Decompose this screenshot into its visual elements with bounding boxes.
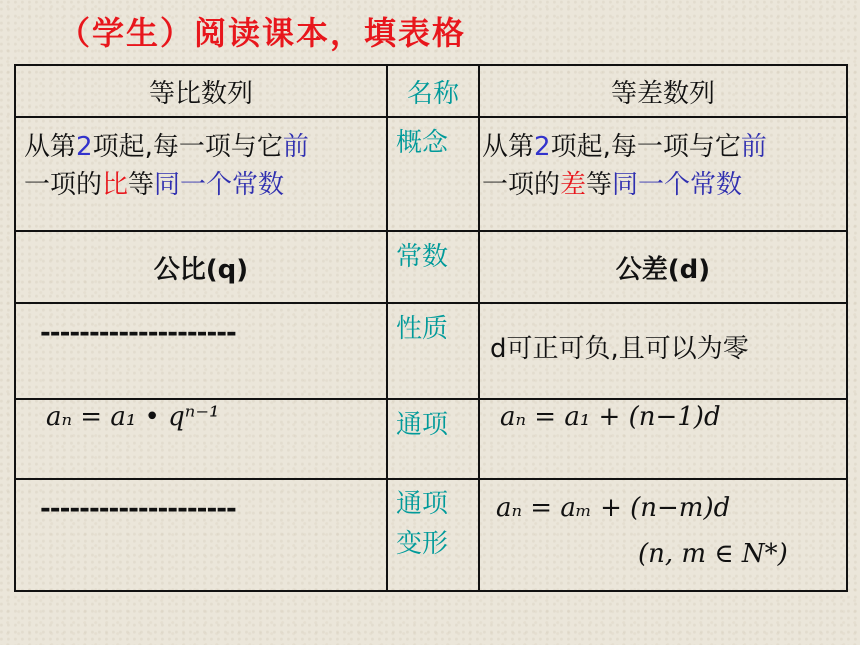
geo-concept-front: 前 [282,132,309,162]
ari-concept-text-3: 一项的 [482,170,561,200]
general-term-variant-row [15,479,847,591]
label-variant-line1: 通项 [396,489,449,519]
constant-row [15,231,847,303]
label-constant: 常数 [387,231,479,303]
arithmetic-constant: 公差(d) [479,231,847,303]
arithmetic-general-term: aₙ = a₁ + (n−1)d [479,399,847,479]
ari-concept-front: 前 [740,132,767,162]
label-variant-line2: 变形 [396,529,449,559]
geometric-variant-blank: -------------------- [15,479,387,591]
label-general-term: 通项 [387,399,479,479]
geometric-constant: 公比(q) [15,231,387,303]
label-concept: 概念 [387,117,479,231]
arithmetic-general-term-variant [479,479,847,591]
geometric-general-term: aₙ = a₁ • qⁿ⁻¹ [15,399,387,479]
ari-concept-keyword: 差 [560,170,587,200]
geometric-concept [15,117,387,231]
header-name: 名称 [387,65,479,117]
arithmetic-concept [479,117,847,231]
page-title: （学生）阅读课本，填表格 [58,14,467,52]
ari-concept-constant: 同一个常数 [612,170,743,200]
ari-concept-text-4: 等 [586,170,613,200]
general-term-row [15,399,847,479]
arithmetic-property: d可正可负,且可以为零 [479,303,847,399]
header-arithmetic: 等差数列 [479,65,847,117]
geo-concept-number: 2 [76,132,93,162]
geo-concept-constant: 同一个常数 [154,170,285,200]
geo-concept-keyword: 比 [102,170,129,200]
variant-formula: aₙ = aₘ + (n−m)d [496,493,731,523]
ari-concept-text-1: 从第 [482,132,535,162]
geo-concept-text-3: 一项的 [24,170,103,200]
ari-concept-number: 2 [534,132,551,162]
geo-concept-text-2: 项起,每一项与它 [92,132,283,162]
geo-concept-text-1: 从第 [24,132,77,162]
geo-concept-text-4: 等 [128,170,155,200]
header-row [15,65,847,117]
label-general-term-variant [387,479,479,591]
header-geometric: 等比数列 [15,65,387,117]
geometric-property-blank: -------------------- [15,303,387,399]
ari-concept-text-2: 项起,每一项与它 [550,132,741,162]
comparison-table [14,64,848,592]
property-row [15,303,847,399]
label-property: 性质 [387,303,479,399]
concept-row [15,117,847,231]
variant-condition: (n, m ∈ N*) [638,539,788,569]
